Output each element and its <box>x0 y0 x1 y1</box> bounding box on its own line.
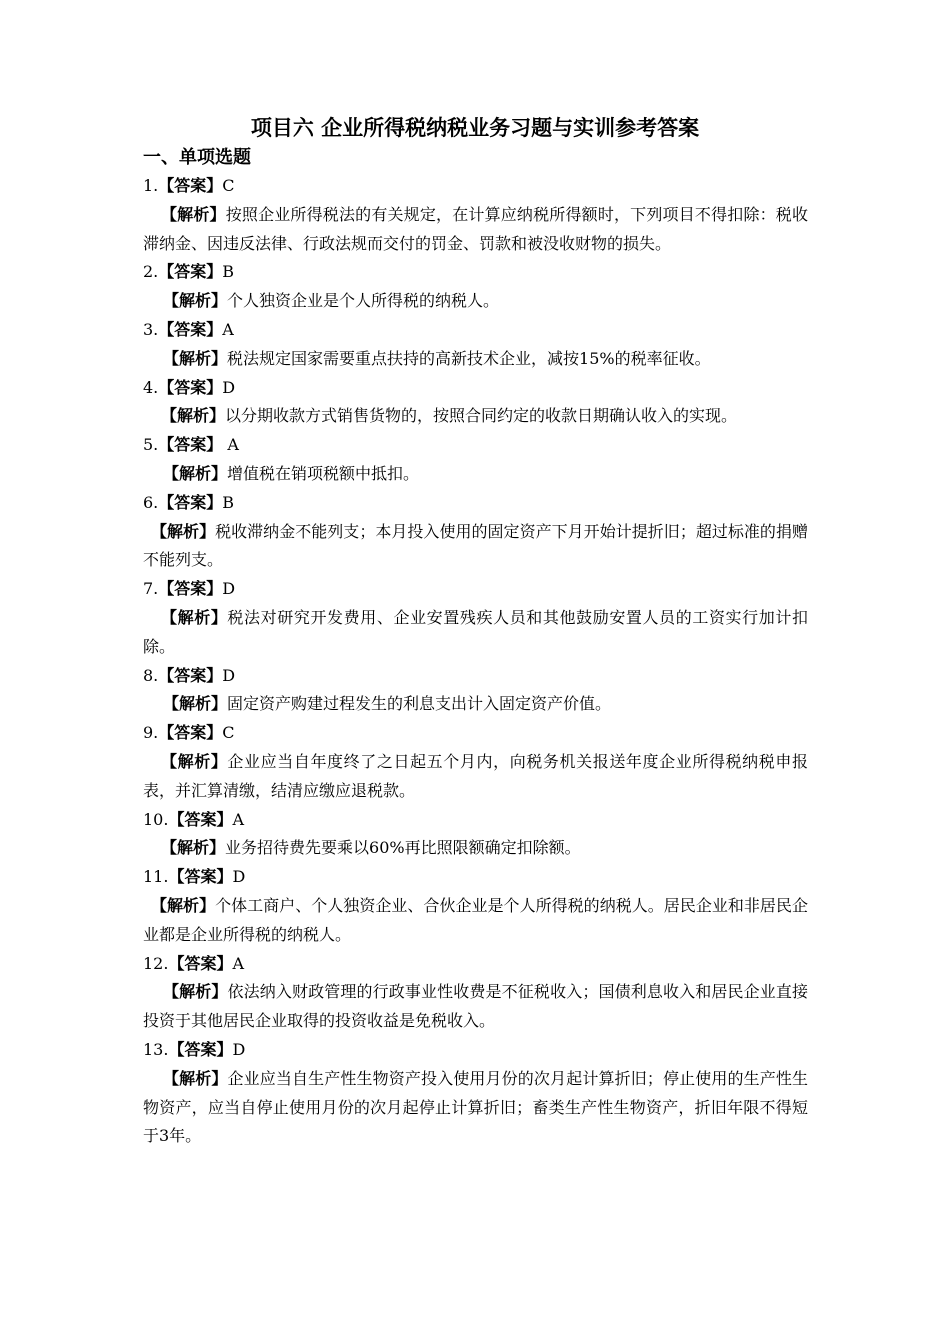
answer-item <box>143 316 808 374</box>
answer-item <box>143 431 808 489</box>
answer-value: B <box>222 492 235 512</box>
question-number: 12. <box>143 953 169 973</box>
answer-label: 【答案】 <box>158 176 223 195</box>
analysis-text: 企业应当自年度终了之日起五个月内，向税务机关报送年度企业所得税纳税申报表，并汇算清缴，结清应缴应退税款。 <box>143 751 808 800</box>
question-number: 5. <box>143 435 159 455</box>
analysis-text: 按照企业所得税法的有关规定，在计算应纳税所得额时，下列项目不得扣除：税收滞纳金、因违反法律、行政法规而交付的罚金、罚款和被没收财物的损失。 <box>143 204 808 253</box>
answer-label: 【答案】 <box>158 319 223 339</box>
question-number: 1. <box>143 176 159 195</box>
analysis-label: 【解析】 <box>151 895 216 915</box>
analysis-label: 【解析】 <box>163 982 228 1002</box>
analysis-paragraph <box>143 287 808 316</box>
answer-label: 【答案】 <box>158 262 223 282</box>
answer-item <box>143 719 808 805</box>
analysis-label: 【解析】 <box>161 204 226 224</box>
answer-value: A <box>232 953 245 973</box>
analysis-paragraph <box>143 978 808 1036</box>
analysis-label: 【解析】 <box>161 751 228 771</box>
answer-label: 【答案】 <box>158 492 223 512</box>
answer-value: D <box>222 377 236 397</box>
answer-item <box>143 662 808 720</box>
question-number: 11. <box>143 867 169 887</box>
analysis-paragraph <box>143 892 808 950</box>
question-number: 4. <box>143 377 159 397</box>
question-number: 13. <box>143 1039 169 1059</box>
analysis-paragraph <box>143 604 808 662</box>
analysis-paragraph <box>143 345 808 374</box>
answer-line <box>143 374 808 403</box>
answer-item <box>143 863 808 949</box>
answer-label: 【答案】 <box>168 953 233 973</box>
answer-label: 【答案】 <box>168 867 233 887</box>
answer-item <box>143 172 808 258</box>
answer-line <box>143 950 808 979</box>
answer-item <box>143 374 808 432</box>
analysis-text: 税法规定国家需要重点扶持的高新技术企业，减按15%的税率征收。 <box>227 348 711 368</box>
analysis-text: 业务招待费先要乘以60%再比照限额确定扣除额。 <box>225 838 581 858</box>
analysis-text: 税收滞纳金不能列支；本月投入使用的固定资产下月开始计提折旧；超过标准的捐赠不能列支。 <box>143 521 808 570</box>
analysis-text: 依法纳入财政管理的行政事业性收费是不征税收入；国债利息收入和居民企业直接投资于其他居民企业取得的投资收益是免税收入。 <box>143 982 808 1031</box>
answer-list <box>143 172 808 1151</box>
analysis-text: 增值税在销项税额中抵扣。 <box>227 463 420 483</box>
analysis-paragraph <box>143 1065 808 1151</box>
question-number: 3. <box>143 319 159 339</box>
analysis-text: 企业应当自生产性生物资产投入使用月份的次月起计算折旧；停止使用的生产性生物资产，应当自停止使用月份的次月起停止计算折旧；畜类生产性生物资产，折旧年限不得短于3年。 <box>143 1068 808 1146</box>
answer-line <box>143 258 808 287</box>
analysis-paragraph <box>143 518 808 576</box>
answer-value: D <box>222 665 236 685</box>
question-number: 10. <box>143 809 169 829</box>
answer-line <box>143 172 808 201</box>
analysis-paragraph <box>143 834 808 863</box>
analysis-label: 【解析】 <box>163 694 228 714</box>
answer-label: 【答案】 <box>158 579 223 599</box>
answer-value: A <box>222 435 239 455</box>
answer-label: 【答案】 <box>168 809 233 829</box>
analysis-paragraph <box>143 690 808 719</box>
answer-label: 【答案】 <box>158 723 223 743</box>
analysis-text: 以分期收款方式销售货物的，按照合同约定的收款日期确认收入的实现。 <box>225 406 738 426</box>
answer-line <box>143 662 808 691</box>
answer-value: D <box>232 1039 246 1059</box>
question-number: 8. <box>143 665 159 685</box>
answer-value: A <box>222 319 234 339</box>
answer-item <box>143 258 808 316</box>
analysis-label: 【解析】 <box>163 1068 228 1088</box>
question-number: 6. <box>143 492 159 512</box>
answer-item <box>143 489 808 575</box>
question-number: 2. <box>143 262 159 282</box>
analysis-label: 【解析】 <box>163 463 228 483</box>
question-number: 7. <box>143 579 159 599</box>
answer-label: 【答案】 <box>168 1039 233 1059</box>
analysis-text: 个体工商户、个人独资企业、合伙企业是个人所得税的纳税人。居民企业和非居民企业都是企业所得税的纳税人。 <box>143 895 808 944</box>
answer-line <box>143 863 808 892</box>
answer-line <box>143 431 808 460</box>
answer-line <box>143 806 808 835</box>
analysis-paragraph <box>143 402 808 431</box>
answer-line <box>143 1036 808 1065</box>
answer-label: 【答案】 <box>158 435 223 455</box>
document-title: 项目六 企业所得税纳税业务习题与实训参考答案 <box>250 116 700 140</box>
answer-value: C <box>222 723 235 743</box>
answer-line <box>143 316 808 345</box>
analysis-text: 固定资产购建过程发生的利息支出计入固定资产价值。 <box>227 694 612 714</box>
answer-label: 【答案】 <box>158 377 223 397</box>
answer-line <box>143 489 808 518</box>
answer-item <box>143 950 808 1036</box>
answer-line <box>143 719 808 748</box>
answer-value: A <box>232 809 245 829</box>
answer-item <box>143 575 808 661</box>
answer-line <box>143 575 808 604</box>
analysis-paragraph <box>143 201 808 259</box>
analysis-paragraph <box>143 748 808 806</box>
analysis-label: 【解析】 <box>161 838 226 858</box>
answer-label: 【答案】 <box>158 665 223 685</box>
answer-value: D <box>222 579 236 599</box>
section-heading: 一、单项选题 <box>143 147 251 168</box>
question-number: 9. <box>143 723 159 743</box>
analysis-label: 【解析】 <box>161 607 228 627</box>
answer-value: C <box>222 176 235 195</box>
analysis-label: 【解析】 <box>161 406 226 426</box>
analysis-label: 【解析】 <box>163 291 228 311</box>
analysis-text: 税法对研究开发费用、企业安置残疾人员和其他鼓励安置人员的工资实行加计扣除。 <box>143 607 808 656</box>
analysis-label: 【解析】 <box>163 348 228 368</box>
analysis-paragraph <box>143 460 808 489</box>
answer-value: D <box>232 867 246 887</box>
answer-value: B <box>222 262 235 282</box>
analysis-text: 个人独资企业是个人所得税的纳税人。 <box>227 291 500 311</box>
answer-item <box>143 1036 808 1151</box>
answer-item <box>143 806 808 864</box>
analysis-label: 【解析】 <box>151 521 216 541</box>
